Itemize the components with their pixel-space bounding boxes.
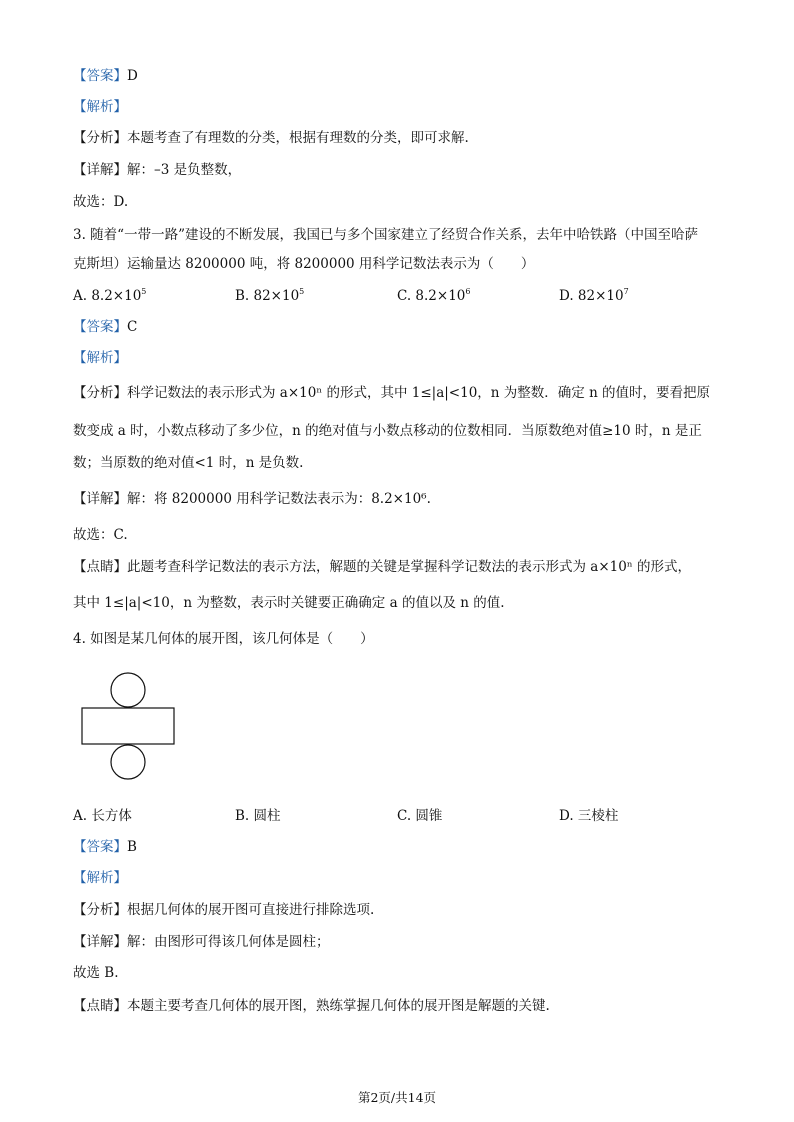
q3-dianjing-line1 — [73, 557, 691, 577]
answer-tag: 【答案】 — [73, 319, 127, 335]
fenxi-text: 科学记数法的表示形式为 a×10ⁿ 的形式，其中 1≤|a|<10，n 为整数．确定 n 的值时，要看把原 — [127, 385, 711, 401]
option-exp: 7 — [623, 287, 629, 296]
analysis-tag: 【解析】 — [73, 870, 127, 886]
xiangjie-text: 解：将 8200000 用科学记数法表示为：8.2×10⁶. — [127, 491, 431, 507]
q3-fenxi-line1 — [73, 383, 710, 403]
analysis-tag: 【解析】 — [73, 99, 127, 115]
dianjing-tag: 【点睛】 — [73, 559, 127, 575]
fenxi-tag: 【分析】 — [73, 902, 127, 918]
q4-option-a: A. 长方体 — [73, 808, 132, 824]
answer-value: B — [127, 839, 137, 855]
q4-option-b: B. 圆柱 — [235, 808, 281, 824]
q4-xiangjie — [73, 932, 330, 952]
cylinder-net-figure — [78, 672, 182, 784]
q4-dianjing — [73, 996, 550, 1016]
q3-choose: 故选：C. — [73, 527, 128, 543]
q3-stem-line2: 克斯坦）运输量达 8200000 吨，将 8200000 用科学记数法表示为（ ） — [73, 256, 535, 272]
q3-option-c — [397, 286, 470, 306]
q4-stem: 4. 如图是某几何体的展开图，该几何体是（ ） — [73, 631, 374, 647]
xiangjie-tag: 【详解】 — [73, 162, 127, 178]
option-label: D. 82×10 — [559, 288, 624, 304]
q2-xiangjie — [73, 160, 241, 180]
q2-answer — [73, 66, 138, 86]
answer-tag: 【答案】 — [73, 839, 127, 855]
fenxi-tag: 【分析】 — [73, 130, 127, 146]
option-label: B. 82×10 — [235, 288, 300, 304]
q4-answer — [73, 837, 137, 857]
answer-value: D — [127, 68, 138, 84]
xiangjie-tag: 【详解】 — [73, 934, 127, 950]
option-label: A. 8.2×10 — [73, 288, 142, 304]
fenxi-tag: 【分析】 — [73, 385, 127, 401]
q4-analysis-tag — [73, 868, 127, 888]
net-top-circle — [111, 673, 145, 707]
analysis-tag: 【解析】 — [73, 350, 127, 366]
answer-tag: 【答案】 — [73, 68, 127, 84]
page-footer: 第2页/共14页 — [357, 1090, 437, 1105]
q3-answer — [73, 317, 137, 337]
q2-choose: 故选：D. — [73, 194, 129, 210]
q4-fenxi — [73, 900, 374, 920]
dianjing-text: 此题考查科学记数法的表示方法，解题的关键是掌握科学记数法的表示形式为 a×10ⁿ 的形式， — [127, 559, 691, 575]
option-exp: 6 — [465, 287, 471, 296]
option-exp: 5 — [299, 287, 305, 296]
q3-dianjing-line2: 其中 1≤|a|<10，n 为整数，表示时关键要正确确定 a 的值以及 n 的值. — [73, 595, 505, 611]
fenxi-text: 根据几何体的展开图可直接进行排除选项. — [127, 902, 375, 918]
dianjing-tag: 【点睛】 — [73, 998, 127, 1014]
net-bottom-circle — [111, 745, 145, 779]
xiangjie-text: 解：–3 是负整数， — [127, 162, 242, 178]
q3-xiangjie — [73, 489, 431, 509]
q4-option-d: D. 三棱柱 — [559, 808, 619, 824]
dianjing-text: 本题主要考查几何体的展开图，熟练掌握几何体的展开图是解题的关键. — [127, 998, 550, 1014]
xiangjie-text: 解：由图形可得该几何体是圆柱； — [127, 934, 330, 950]
option-label: C. 8.2×10 — [397, 288, 466, 304]
xiangjie-tag: 【详解】 — [73, 491, 127, 507]
q3-option-b — [235, 286, 304, 306]
option-exp: 5 — [141, 287, 147, 296]
q3-option-a — [73, 286, 146, 306]
q3-fenxi-line2: 数变成 a 时，小数点移动了多少位，n 的绝对值与小数点移动的位数相同．当原数绝对值≥10 时，n 是正 — [73, 423, 702, 439]
q4-choose: 故选 B. — [73, 965, 119, 981]
q3-fenxi-line3: 数；当原数的绝对值<1 时，n 是负数. — [73, 455, 304, 471]
q3-option-d — [559, 286, 629, 306]
net-rectangle — [82, 708, 174, 744]
q4-option-c: C. 圆锥 — [397, 808, 443, 824]
q3-stem-line1: 3. 随着“一带一路”建设的不断发展，我国已与多个国家建立了经贸合作关系，去年中哈铁路（中国至哈萨 — [73, 227, 698, 243]
q2-analysis-tag — [73, 97, 127, 117]
answer-value: C — [127, 319, 138, 335]
q2-fenxi — [73, 128, 469, 148]
q3-analysis-tag — [73, 348, 127, 368]
fenxi-text: 本题考查了有理数的分类，根据有理数的分类，即可求解. — [127, 130, 469, 146]
